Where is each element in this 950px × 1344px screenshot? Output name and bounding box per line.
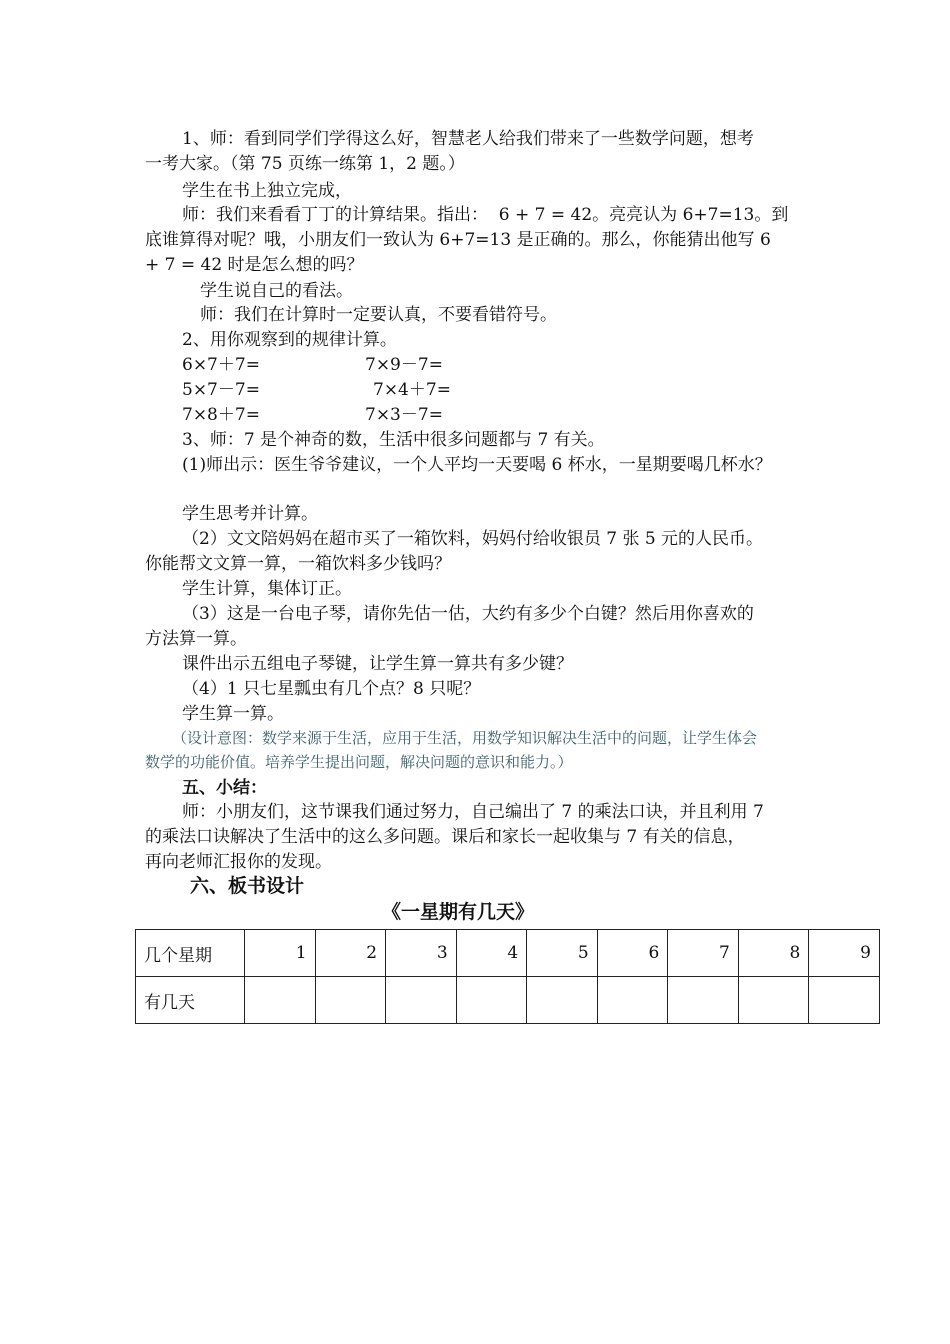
text-line: 2、用你观察到的规律计算。 <box>182 330 397 350</box>
week-cell: 3 <box>386 930 457 977</box>
summary-line: 的乘法口诀解决了生活中的这么多问题。课后和家长一起收集与 7 有关的信息， <box>145 827 745 847</box>
table-row <box>136 930 880 977</box>
days-cell <box>668 977 739 1024</box>
exercise-right: 7×4＋7= <box>373 380 451 400</box>
days-cell <box>527 977 598 1024</box>
row-label-weeks: 几个星期 <box>136 930 245 977</box>
week-cell: 2 <box>315 930 386 977</box>
summary-line: 师：小朋友们，这节课我们通过努力，自己编出了 7 的乘法口诀，并且利用 7 <box>182 802 764 822</box>
text-line: 课件出示五组电子琴键，让学生算一算共有多少键？ <box>182 654 573 674</box>
board-heading: 六、板书设计 <box>190 875 305 897</box>
week-cell: 4 <box>456 930 527 977</box>
text-line: 学生算一算。 <box>182 704 284 724</box>
text-line: 师：我们来看看丁丁的计算结果。指出： 6 + 7 = 42。亮亮认为 6+7=13。到 <box>182 205 789 225</box>
summary-line: 再向老师汇报你的发现。 <box>145 852 332 872</box>
days-cell <box>809 977 880 1024</box>
text-line: 学生计算，集体订正。 <box>182 579 352 599</box>
text-line: 1、师：看到同学们学得这么好，智慧老人给我们带来了一些数学问题，想考 <box>182 129 754 149</box>
text-line: 师：我们在计算时一定要认真，不要看错符号。 <box>200 305 557 325</box>
days-cell <box>456 977 527 1024</box>
exercise-left: 7×8＋7= <box>182 405 260 425</box>
week-cell: 1 <box>245 930 316 977</box>
design-note: 数学的功能价值。培养学生提出问题，解决问题的意识和能力。） <box>145 753 573 771</box>
text-line: （2）文文陪妈妈在超市买了一箱饮料，妈妈付给收银员 7 张 5 元的人民币。 <box>182 529 764 549</box>
text-line: + 7 = 42 时是怎么想的吗？ <box>145 255 364 275</box>
text-line: 3、师：7 是个神奇的数，生活中很多问题都与 7 有关。 <box>182 430 605 450</box>
exercise-left: 6×7＋7= <box>182 355 260 375</box>
text-line: （3）这是一台电子琴，请你先估一估，大约有多少个白键？然后用你喜欢的 <box>182 604 754 624</box>
text-line: 学生在书上独立完成， <box>182 181 352 201</box>
text-line: （4）1 只七星瓢虫有几个点？8 只呢？ <box>182 679 481 699</box>
text-line: (1)师出示：医生爷爷建议，一个人平均一天要喝 6 杯水，一星期要喝几杯水？ <box>182 455 772 475</box>
summary-heading: 五、小结： <box>182 778 267 798</box>
table-row <box>136 977 880 1024</box>
board-title: 《一星期有几天》 <box>382 901 535 923</box>
week-cell: 5 <box>527 930 598 977</box>
exercise-right: 7×9－7= <box>365 355 443 375</box>
week-cell: 8 <box>738 930 809 977</box>
days-cell <box>245 977 316 1024</box>
text-line: 方法算一算。 <box>145 629 247 649</box>
exercise-right: 7×3－7= <box>365 405 443 425</box>
text-line: 你能帮文文算一算，一箱饮料多少钱吗？ <box>145 554 451 574</box>
text-line: 学生思考并计算。 <box>182 504 318 524</box>
row-label-days: 有几天 <box>136 977 245 1024</box>
week-cell: 9 <box>809 930 880 977</box>
days-cell <box>315 977 386 1024</box>
days-cell <box>738 977 809 1024</box>
board-table <box>135 929 880 1024</box>
text-line: 底谁算得对呢？哦，小朋友们一致认为 6+7=13 是正确的。那么，你能猜出他写 6 <box>145 230 771 250</box>
week-cell: 6 <box>597 930 668 977</box>
days-cell <box>597 977 668 1024</box>
days-cell <box>386 977 457 1024</box>
design-note: （设计意图：数学来源于生活，应用于生活，用数学知识解决生活中的问题，让学生体会 <box>172 729 758 747</box>
week-cell: 7 <box>668 930 739 977</box>
text-line: 一考大家。（第 75 页练一练第 1，2 题。） <box>145 154 465 174</box>
exercise-left: 5×7－7= <box>182 380 260 400</box>
text-line: 学生说自己的看法。 <box>200 281 353 301</box>
